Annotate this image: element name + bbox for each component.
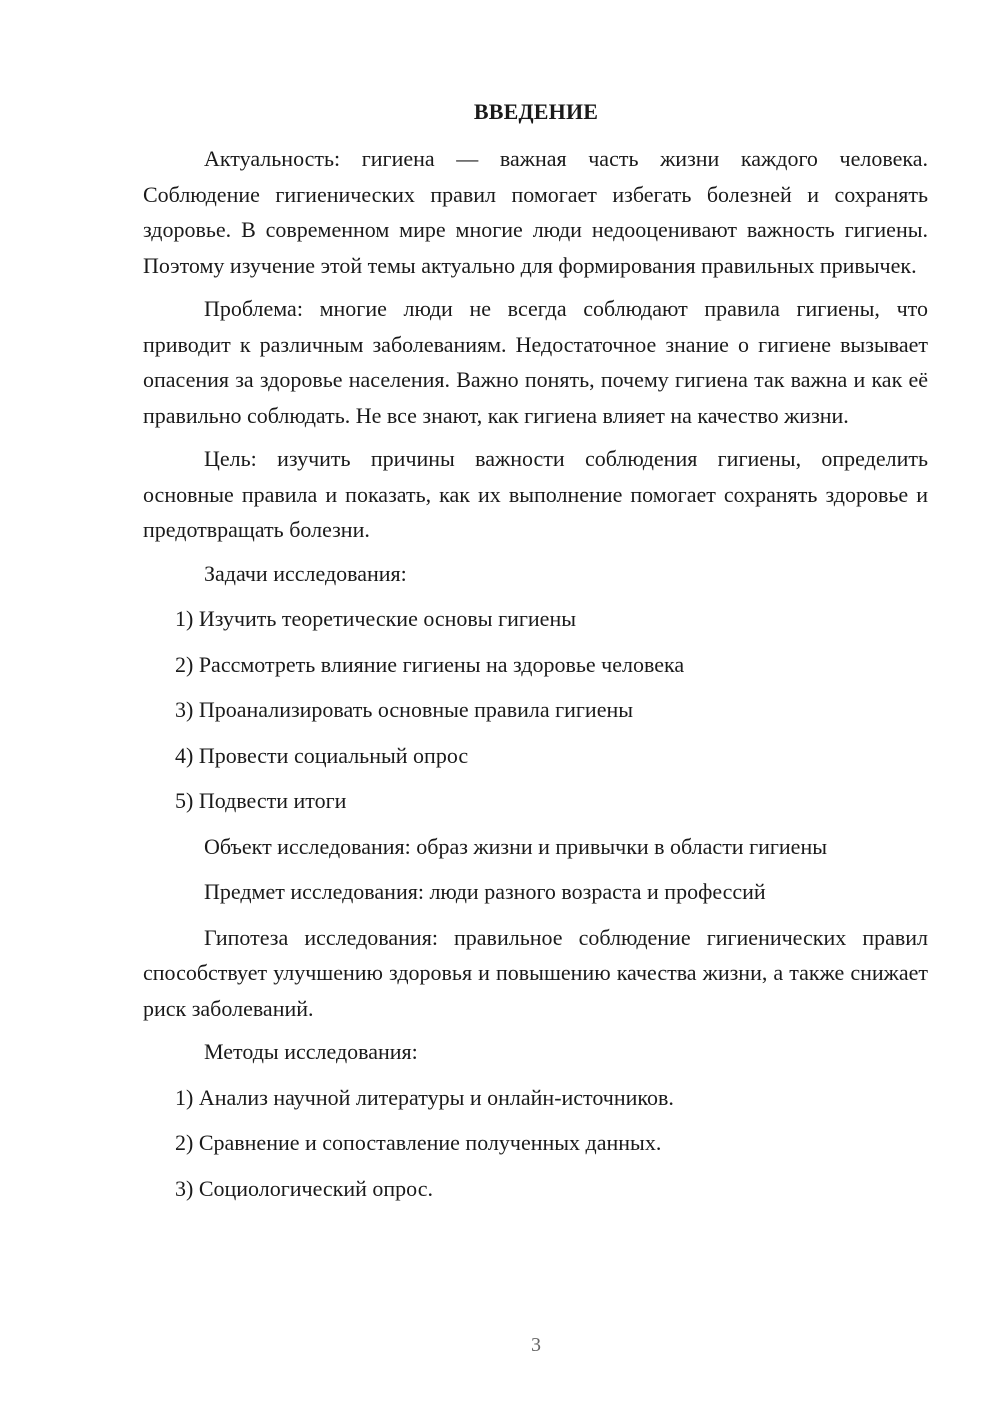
methods-heading: Методы исследования: [204,1039,418,1064]
task-item-5: 5) Подвести итоги [175,788,347,813]
research-object: Объект исследования: образ жизни и привычки в области гигиены [204,833,827,859]
research-subject: Предмет исследования: люди разного возраста и профессий [204,879,766,904]
relevance-paragraph: Актуальность: гигиена — важная часть жизни каждого человека. Соблюдение гигиенических правил помогает избегать болезней и сохранять здоровье. В современном мире многие люди недооценивают важность гигиены. Поэтому изучение этой темы актуально для формирования правильных привычек. [143,146,928,278]
method-item-1: 1) Анализ научной литературы и онлайн-источников. [175,1084,674,1110]
tasks-heading: Задачи исследования: [204,560,407,586]
page-title: ВВЕДЕНИЕ [473,99,599,124]
method-item-2: 2) Сравнение и сопоставление полученных данных. [175,1130,662,1155]
method-item-3: 3) Социологический опрос. [175,1175,433,1201]
document-body [143,141,928,1216]
task-item-4: 4) Провести социальный опрос [175,742,469,768]
task-item-3: 3) Проанализировать основные правила гигиены [175,697,634,722]
problem-paragraph: Проблема: многие люди не всегда соблюдают правила гигиены, что приводит к различным заболеваниям. Недостаточное знание о гигиене вызывает опасения за здоровье населения. Важно понять, почему гигиена так важна и как её правильно соблюдать. Не все знают, как гигиена влияет на качество жизни. [143,296,928,428]
goal-paragraph: Цель: изучить причины важности соблюдения гигиены, определить основные правила и показать, как их выполнение помогает сохранять здоровье и предотвращать болезни. [143,446,928,542]
task-item-2: 2) Рассмотреть влияние гигиены на здоровье человека [175,651,685,677]
hypothesis-paragraph: Гипотеза исследования: правильное соблюдение гигиенических правил способствует улучшению здоровья и повышению качества жизни, а также снижает риск заболеваний. [143,924,928,1021]
task-item-1: 1) Изучить теоретические основы гигиены [175,606,576,631]
page-number: 3 [531,1334,541,1356]
